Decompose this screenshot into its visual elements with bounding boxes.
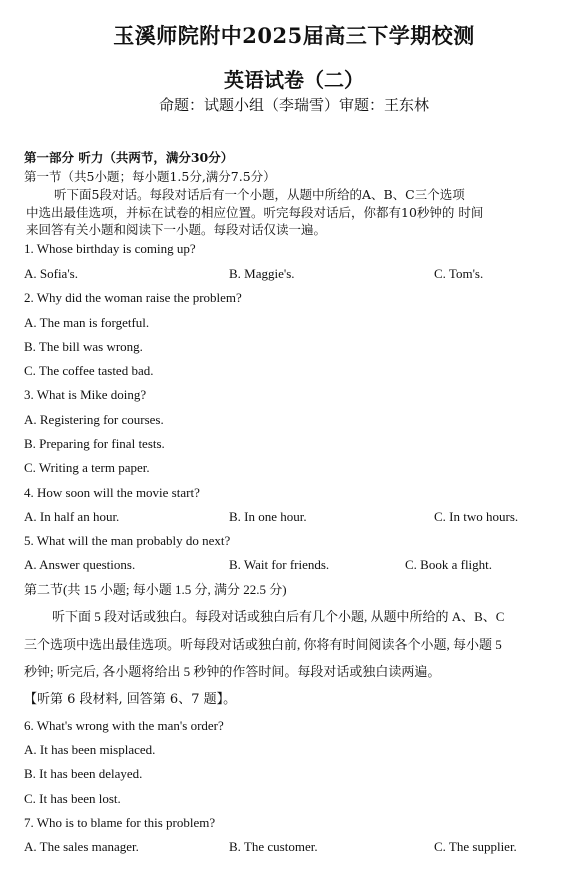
question-2-option-a: A. The man is forgetful. xyxy=(24,315,150,330)
question-5: 5. What will the man probably do next? xyxy=(24,533,231,548)
question-6-option-b: B. It has been delayed. xyxy=(24,766,143,781)
section2-directions-line3: 秒钟; 听完后, 各小题将给出 5 秒钟的作答时间。每段对话或独白读两遍。 xyxy=(24,664,441,679)
question-4-option-c: C. In two hours. xyxy=(434,509,519,524)
question-4: 4. How soon will the movie start? xyxy=(24,485,200,500)
question-7-option-a: A. The sales manager. xyxy=(24,839,139,854)
exam-authors: 命题：试题小组（李瑞雪）审题：王东林 xyxy=(158,96,429,114)
section1-directions-line3: 来回答有关小题和阅读下一小题。每段对话仅读一遍。 xyxy=(26,222,327,237)
question-2-option-c: C. The coffee tasted bad. xyxy=(24,363,154,378)
question-1: 1. Whose birthday is coming up? xyxy=(24,241,196,256)
exam-title: 玉溪师院附中2025届高三下学期校测 xyxy=(113,23,475,48)
question-5-option-b: B. Wait for friends. xyxy=(229,557,330,572)
question-7: 7. Who is to blame for this problem? xyxy=(24,815,216,830)
question-2-option-b: B. The bill was wrong. xyxy=(24,339,143,354)
exam-subtitle: 英语试卷（二） xyxy=(224,68,364,92)
question-1-option-a: A. Sofia's. xyxy=(24,266,78,281)
section1-directions-line2: 中选出最佳选项，并标在试卷的相应位置。听完每段对话后，你都有10秒钟的 时间 xyxy=(26,205,484,220)
section1-heading: 第一节（共5小题；每小题1.5分,满分7.5分） xyxy=(24,169,276,184)
question-7-option-b: B. The customer. xyxy=(229,839,318,854)
question-6: 6. What's wrong with the man's order? xyxy=(24,718,224,733)
question-5-option-a: A. Answer questions. xyxy=(24,557,136,572)
question-1-option-b: B. Maggie's. xyxy=(229,266,295,281)
section2-directions-line1: 听下面 5 段对话或独白。每段对话或独白后有几个小题, 从题中所给的 A、B、C xyxy=(52,609,505,624)
question-2: 2. Why did the woman raise the problem? xyxy=(24,290,242,305)
question-3-option-a: A. Registering for courses. xyxy=(24,412,164,427)
part1-heading: 第一部分 听力（共两节，满分30分） xyxy=(24,150,234,165)
question-1-option-c: C. Tom's. xyxy=(434,266,484,281)
question-3: 3. What is Mike doing? xyxy=(24,387,147,402)
question-7-option-c: C. The supplier. xyxy=(434,839,517,854)
section1-directions-line1: 听下面5段对话。每段对话后有一个小题，从题中所给的A、B、C三个选项 xyxy=(54,187,465,202)
question-3-option-b: B. Preparing for final tests. xyxy=(24,436,165,451)
question-5-option-c: C. Book a flight. xyxy=(405,557,493,572)
material-6-heading: 【听第 6 段材料, 回答第 6、7 题】。 xyxy=(24,692,237,707)
section2-heading: 第二节(共 15 小题; 每小题 1.5 分, 满分 22.5 分) xyxy=(24,582,287,597)
question-6-option-a: A. It has been misplaced. xyxy=(24,742,156,757)
question-3-option-c: C. Writing a term paper. xyxy=(24,460,150,475)
section2-directions-line2: 三个选项中选出最佳选项。听每段对话或独白前, 你将有时间阅读各个小题, 每小题 5 xyxy=(24,637,502,652)
question-4-option-b: B. In one hour. xyxy=(229,509,307,524)
question-4-option-a: A. In half an hour. xyxy=(24,509,120,524)
question-6-option-c: C. It has been lost. xyxy=(24,791,121,806)
